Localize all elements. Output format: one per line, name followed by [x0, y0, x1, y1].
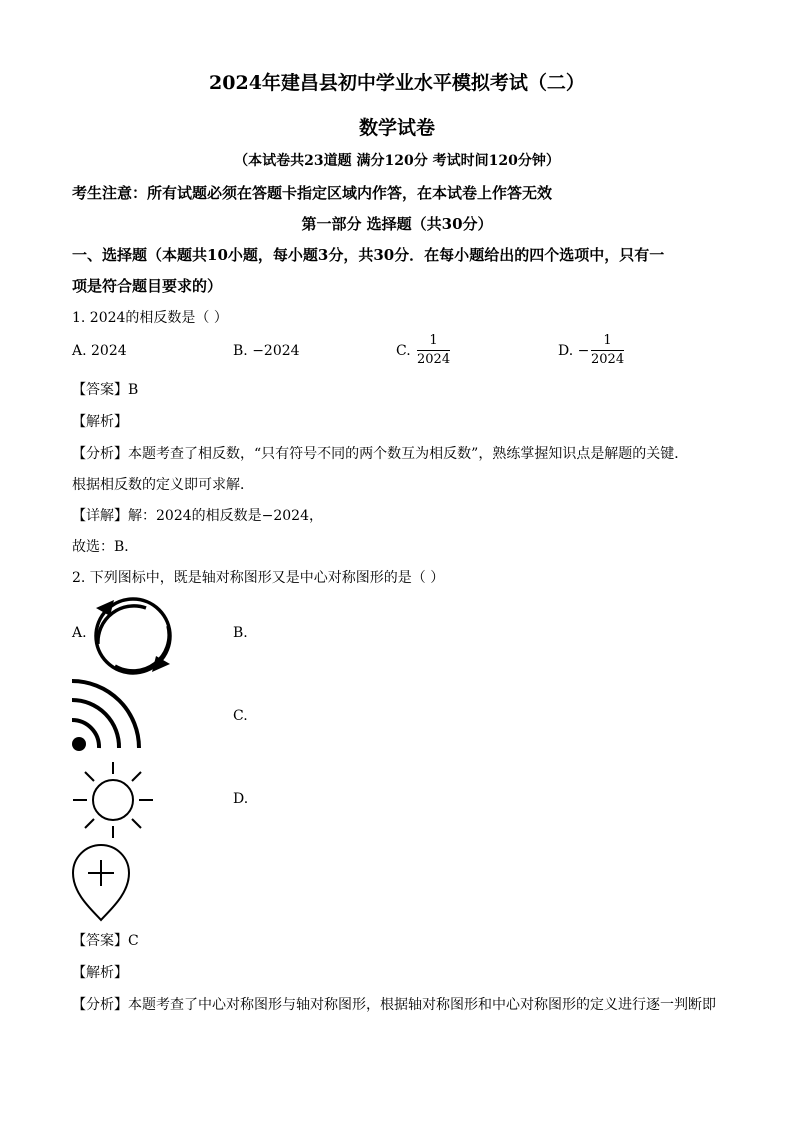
section-heading-line1: 一、选择题（本题共10小题，每小题3分，共30分．在每小题给出的四个选项中，只有一: [72, 246, 665, 264]
sun-icon: [71, 760, 155, 840]
q2-option-a-label: A.: [72, 625, 87, 641]
q1-analysis-tag: 【解析】: [72, 414, 128, 430]
q1-stem: 1. 2024的相反数是（ ）: [72, 310, 228, 326]
part-heading: 第一部分 选择题（共30分）: [301, 215, 493, 233]
exam-notice: 考生注意：所有试题必须在答题卡指定区域内作答，在本试卷上作答无效: [72, 184, 553, 202]
q1-option-c-denominator: 2024: [417, 352, 451, 367]
wifi-signal-icon: [70, 678, 146, 754]
detail-tag: 【详解】: [72, 508, 128, 524]
q1-option-a: A. 2024: [72, 343, 127, 359]
q2-option-d-label: D.: [233, 791, 249, 807]
q1-option-d-label: D. −: [558, 343, 590, 359]
q1-option-c-fraction: [417, 332, 450, 369]
q1-option-b: B. −2024: [233, 343, 300, 359]
q1-option-d-denominator: 2024: [591, 352, 625, 367]
subject-title: 数学试卷: [358, 117, 435, 139]
q2-option-b-label: B.: [233, 625, 248, 641]
q1-fenxi-text: 本题考查了相反数，“只有符号不同的两个数互为相反数”，熟练掌握知识点是解题的关键．: [128, 446, 689, 462]
exam-title: 2024年建昌县初中学业水平模拟考试（二）: [209, 72, 585, 94]
q1-detail-text: 解：2024的相反数是−2024，: [128, 508, 323, 524]
answer-tag: 【答案】: [72, 382, 128, 398]
refresh-cycle-icon: [88, 596, 178, 676]
q1-answer-line: [72, 379, 138, 399]
section-heading-line2: 项是符合题目要求的）: [72, 277, 223, 295]
q1-option-d-numerator: 1: [591, 332, 624, 351]
q1-fenxi-line: [72, 443, 688, 463]
q2-fenxi-line: [72, 994, 716, 1014]
q1-fenxi-text-2: 根据相反数的定义即可求解．: [72, 477, 254, 493]
q2-answer-line: [72, 930, 139, 950]
q1-option-c-numerator: 1: [417, 332, 450, 351]
map-pin-plus-icon: [70, 842, 132, 924]
q1-detail-line: [72, 505, 323, 525]
q1-choose: 故选：B．: [72, 539, 139, 555]
exam-info: （本试卷共23道题 满分120分 考试时间120分钟）: [234, 153, 560, 169]
q1-option-c-label: C.: [396, 343, 411, 359]
answer-tag: 【答案】: [72, 933, 128, 949]
fenxi-tag: 【分析】: [72, 997, 128, 1013]
q1-answer: B: [128, 382, 139, 398]
q1-option-d-fraction: [591, 332, 624, 369]
q2-fenxi-text: 本题考查了中心对称图形与轴对称图形，根据轴对称图形和中心对称图形的定义进行逐一判断即: [128, 997, 716, 1013]
q2-option-c-label: C.: [233, 708, 248, 724]
q2-analysis-tag: 【解析】: [72, 965, 128, 981]
q2-answer: C: [128, 933, 139, 949]
fenxi-tag: 【分析】: [72, 446, 128, 462]
q2-stem: 2. 下列图标中，既是轴对称图形又是中心对称图形的是（ ）: [72, 570, 445, 586]
